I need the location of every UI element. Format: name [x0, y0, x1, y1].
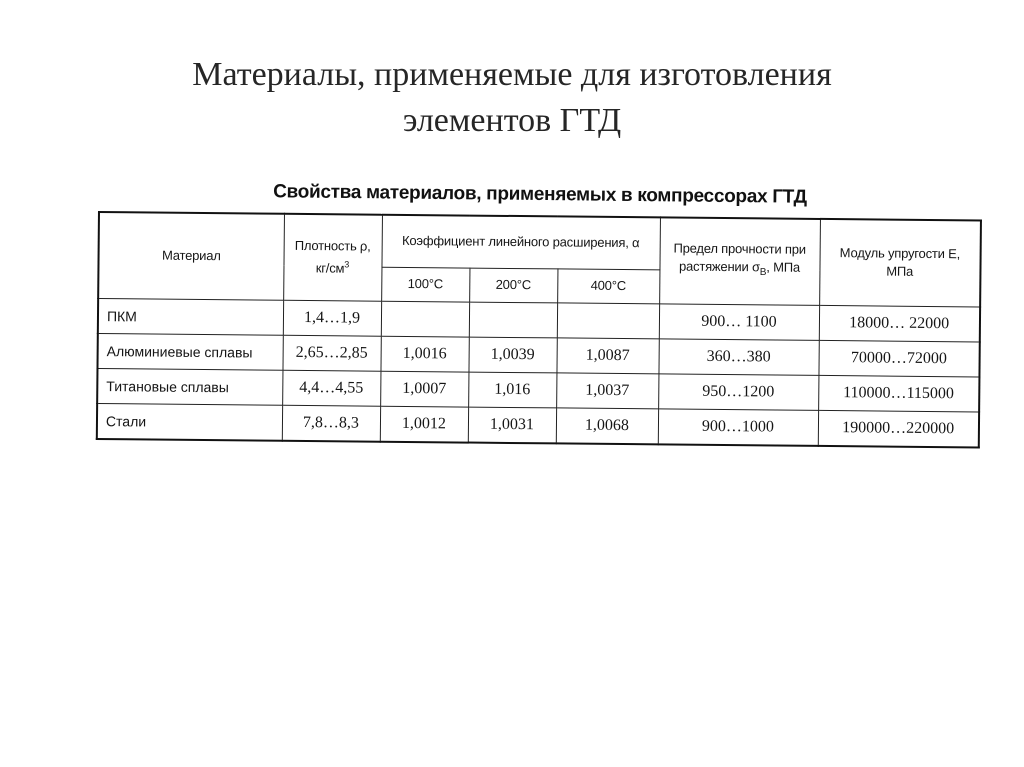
header-strength-label: Предел прочности при растяжении σ	[673, 240, 806, 275]
materials-properties-table	[96, 211, 982, 448]
header-modulus	[819, 219, 981, 307]
cell-modulus: 190000…220000	[818, 410, 979, 447]
cell-alpha-200: 1,016	[468, 372, 556, 408]
scanned-table-image	[96, 211, 980, 448]
cell-density: 7,8…8,3	[282, 405, 380, 441]
cell-strength: 900… 1100	[659, 303, 819, 340]
table-row	[97, 403, 979, 447]
cell-alpha-100: 1,0007	[380, 371, 468, 407]
cell-alpha-400: 1,0087	[556, 337, 658, 373]
cell-modulus: 18000… 22000	[819, 305, 980, 342]
header-temp-200: 200°C	[469, 268, 557, 303]
cell-modulus: 110000…115000	[818, 375, 979, 412]
cell-alpha-200	[469, 302, 557, 338]
header-temp-400: 400°C	[557, 268, 659, 303]
header-strength-unit: , МПа	[766, 259, 801, 276]
table-caption: Свойства материалов, применяемых в компрессорах ГТД	[273, 181, 807, 208]
cell-material: Алюминиевые сплавы	[97, 333, 282, 370]
header-material: Материал	[98, 212, 284, 300]
cell-material: ПКМ	[98, 298, 283, 335]
slide-title-line-1: Материалы, применяемые для изготовления	[192, 56, 832, 93]
cell-density: 2,65…2,85	[282, 335, 380, 371]
header-modulus-label: Модуль упругости E,	[839, 245, 961, 262]
cell-alpha-400: 1,0037	[556, 372, 658, 408]
cell-alpha-100: 1,0016	[380, 336, 468, 372]
header-expansion: Коэффициент линейного расширения, α	[381, 215, 659, 270]
cell-strength: 360…380	[658, 338, 818, 375]
cell-alpha-200: 1,0031	[468, 407, 556, 443]
slide-title	[0, 52, 1024, 144]
cell-strength: 950…1200	[658, 373, 818, 410]
cell-alpha-400	[557, 302, 659, 338]
cell-density: 1,4…1,9	[283, 300, 381, 336]
cell-strength: 900…1000	[658, 408, 818, 445]
cell-modulus: 70000…72000	[818, 340, 979, 377]
cell-alpha-100	[381, 301, 469, 337]
header-density	[283, 214, 382, 301]
header-strength-sub: B	[759, 267, 767, 279]
header-density-unit-sup: 3	[344, 259, 350, 270]
header-modulus-unit: МПа	[886, 263, 914, 280]
cell-material: Стали	[97, 403, 282, 440]
slide-title-line-2: элементов ГТД	[402, 102, 622, 139]
header-density-label: Плотность ρ,	[294, 237, 371, 254]
header-density-unit: кг/см	[315, 260, 345, 276]
cell-alpha-100: 1,0012	[380, 406, 468, 442]
header-temp-100: 100°C	[381, 267, 469, 302]
cell-material: Титановые сплавы	[97, 368, 282, 405]
cell-alpha-400: 1,0068	[556, 407, 658, 443]
header-strength	[659, 217, 820, 305]
cell-alpha-200: 1,0039	[468, 337, 556, 373]
cell-density: 4,4…4,55	[282, 370, 380, 406]
